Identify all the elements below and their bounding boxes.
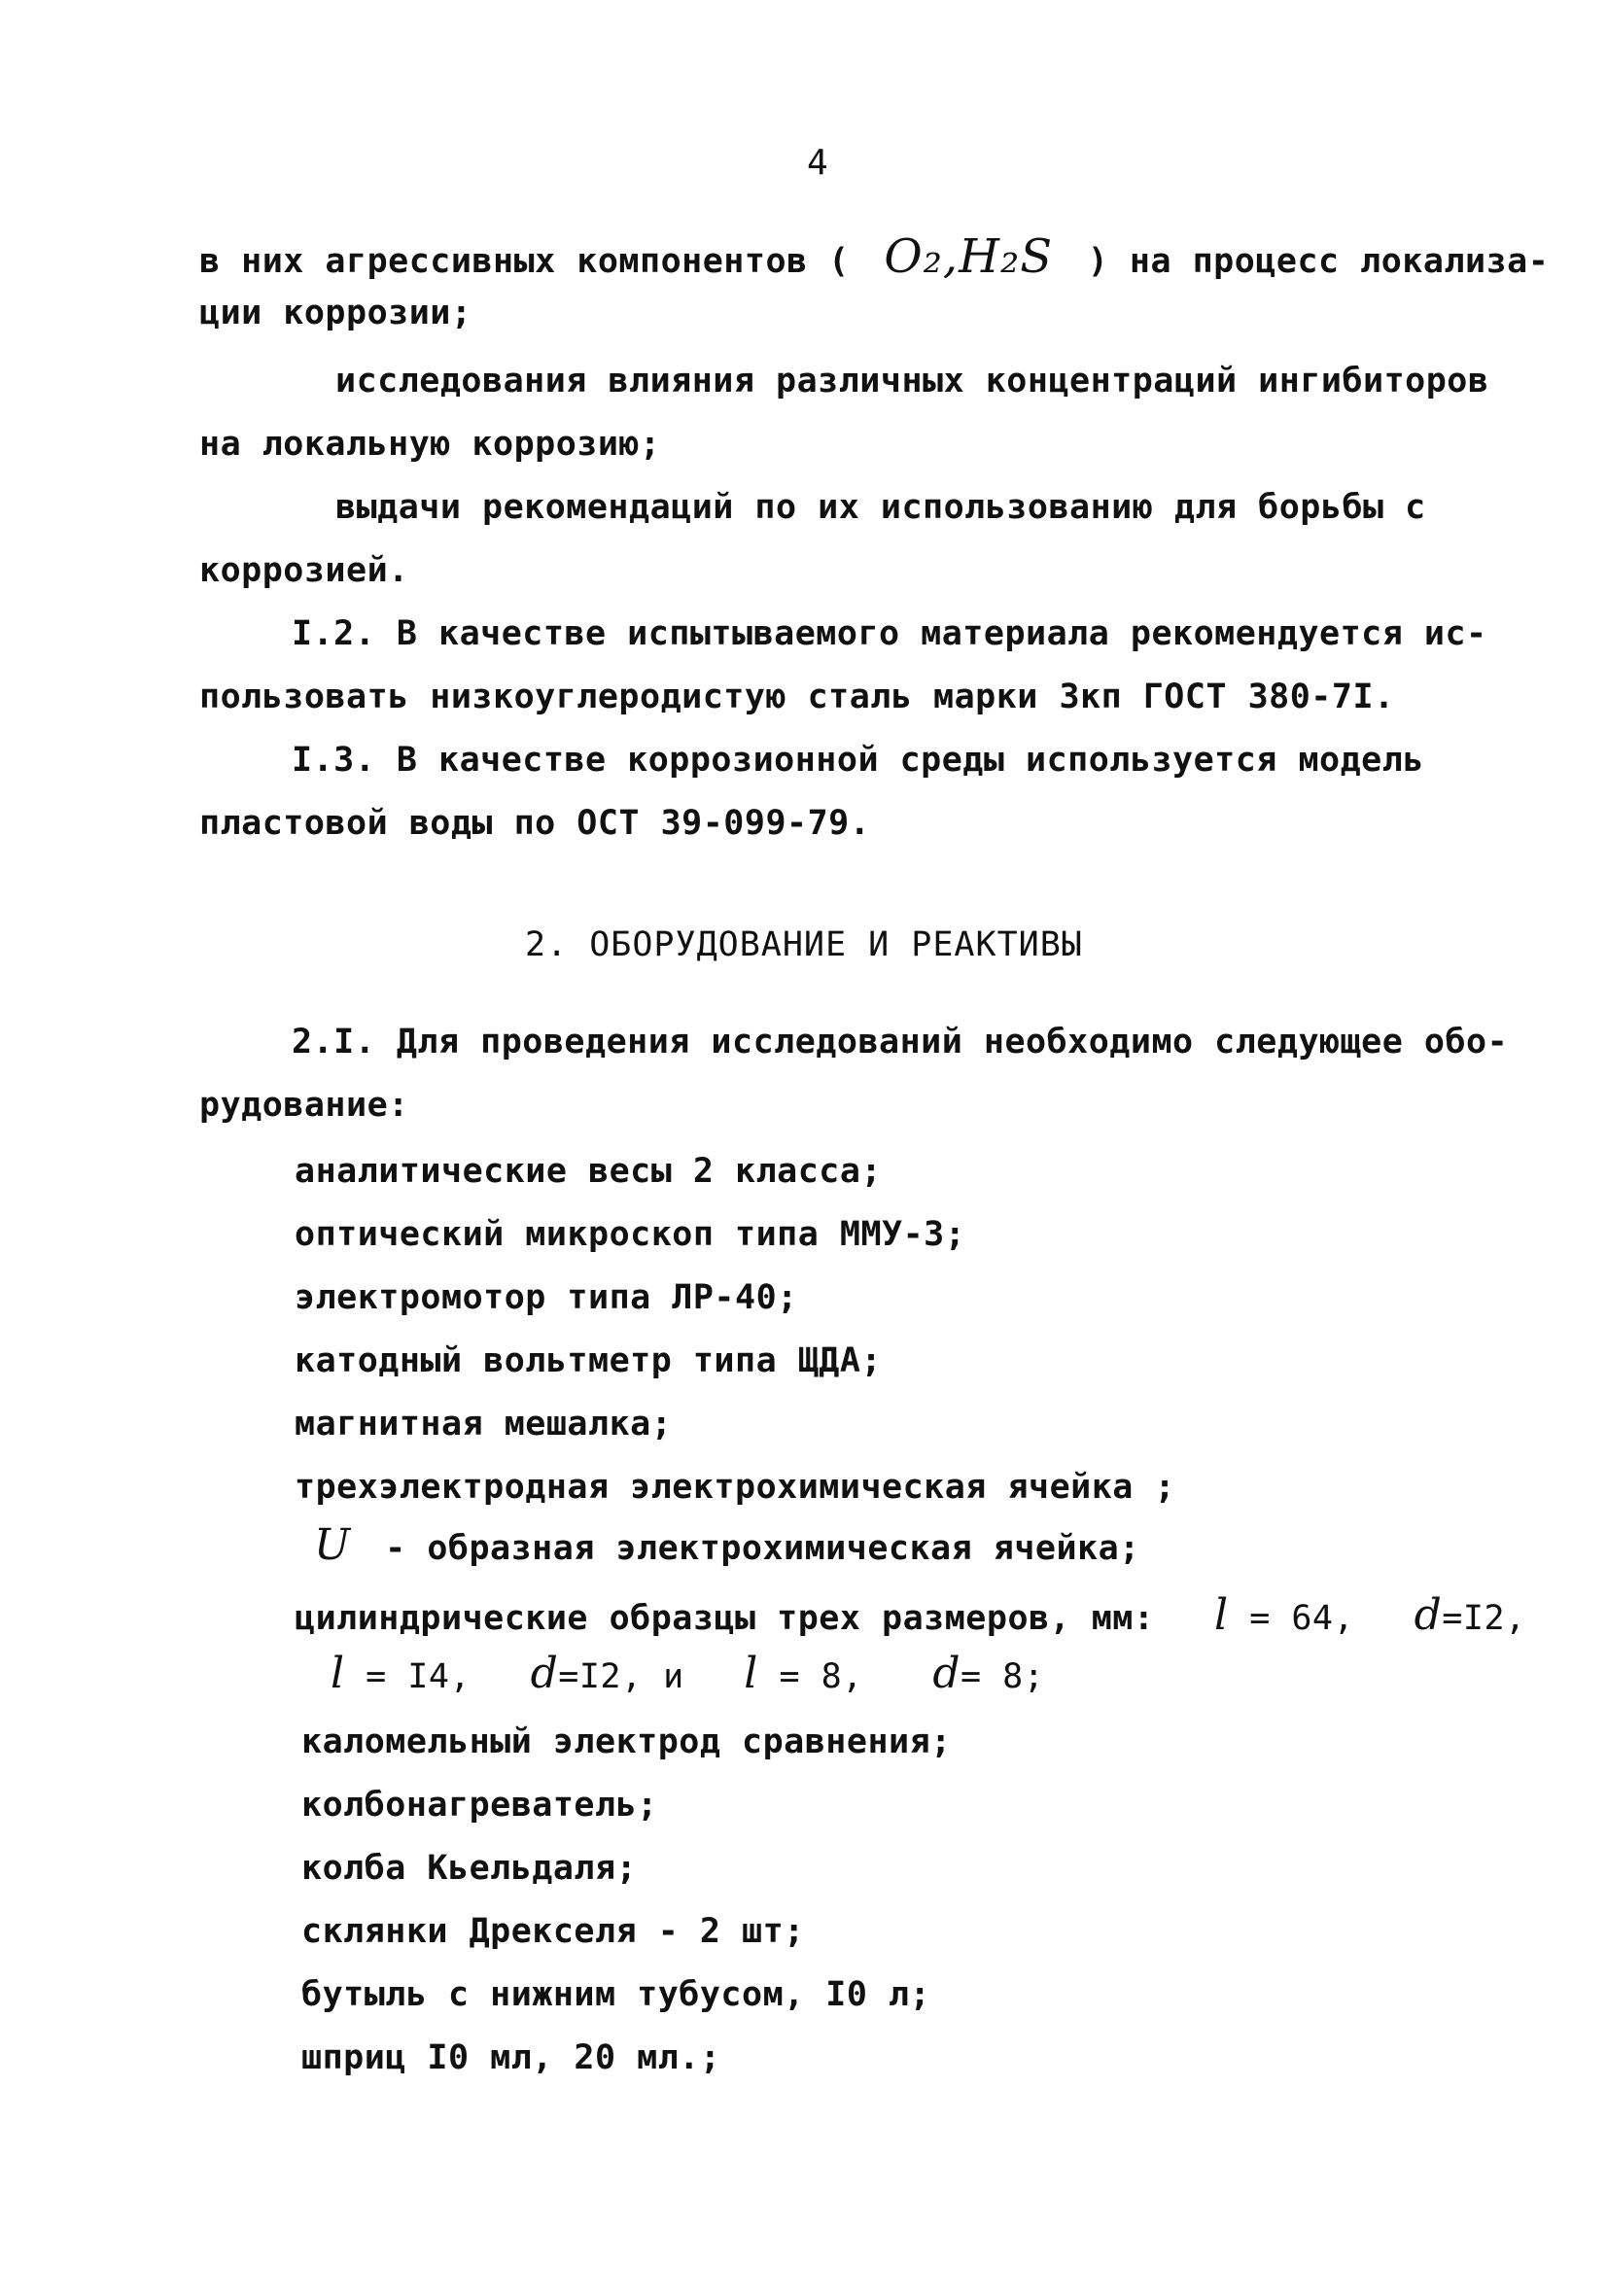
diameter-symbol: d xyxy=(1414,1590,1443,1640)
equipment-item: оптический микроскоп типа ММУ-3; xyxy=(295,1215,966,1254)
equipment-item: электромотор типа ЛР-40; xyxy=(295,1278,798,1317)
paragraph-line: I.2. В качестве испытываемого материала рекомендуется ис- xyxy=(292,614,1487,653)
paragraph-line: коррозией. xyxy=(199,551,409,590)
paragraph-line: пластовой воды по ОСТ 39-099-79. xyxy=(199,804,871,843)
diameter-value: =I2, и xyxy=(558,1657,684,1696)
formula-separator: , xyxy=(942,229,960,284)
equipment-item: каломельный электрод сравнения; xyxy=(301,1722,952,1761)
length-symbol: l xyxy=(331,1649,345,1698)
text-fragment: ) на процесс локализа- xyxy=(1087,242,1550,281)
equipment-item xyxy=(295,1590,1526,1640)
paragraph-line: пользовать низкоуглеродистую сталь марки 3кп ГОСТ 380-7I. xyxy=(199,678,1395,716)
diameter-symbol: d xyxy=(530,1649,559,1698)
equipment-item xyxy=(331,1649,1045,1698)
equipment-item: колбонагреватель; xyxy=(301,1786,658,1825)
text-fragment: цилиндрические образцы трех размеров, мм: xyxy=(295,1599,1155,1638)
section-heading: 2. ОБОРУДОВАНИЕ И РЕАКТИВЫ xyxy=(525,925,1083,964)
paragraph-line: исследования влияния различных концентраций ингибиторов xyxy=(335,362,1489,400)
length-value: = 64, xyxy=(1249,1599,1355,1638)
paragraph-line: 2.I. Для проведения исследований необходимо следующее обо- xyxy=(292,1023,1509,1061)
equipment-item: бутыль с нижним тубусом, I0 л; xyxy=(301,1975,931,2014)
length-symbol: l xyxy=(744,1649,758,1698)
formula-o2: O₂ xyxy=(884,229,943,284)
equipment-item: колба Кьельдаля; xyxy=(301,1849,638,1888)
equipment-item: трехэлектродная электрохимическая ячейка ; xyxy=(295,1468,1176,1507)
paragraph-line: на локальную коррозию; xyxy=(199,425,661,464)
equipment-item: склянки Дрекселя - 2 шт; xyxy=(301,1912,805,1951)
paragraph-line: рудование: xyxy=(199,1086,409,1125)
text-fragment: в них агрессивных компонентов ( xyxy=(199,242,850,281)
equipment-item: шприц I0 мл, 20 мл.; xyxy=(301,2038,721,2077)
u-symbol: U xyxy=(314,1520,351,1570)
formula-h2s: H₂S xyxy=(959,229,1054,284)
diameter-symbol: d xyxy=(932,1649,961,1698)
equipment-item xyxy=(314,1520,1140,1570)
diameter-value: = 8; xyxy=(960,1657,1045,1696)
length-value: = I4, xyxy=(366,1657,472,1696)
page-number: 4 xyxy=(807,143,828,183)
paragraph-line: выдачи рекомендаций по их использованию для борьбы с xyxy=(335,488,1426,527)
length-value: = 8, xyxy=(779,1657,863,1696)
paragraph-line: ции коррозии; xyxy=(199,294,472,332)
paragraph-line xyxy=(199,229,1550,284)
diameter-value: =I2, xyxy=(1442,1599,1526,1638)
paragraph-line: I.3. В качестве коррозионной среды используется модель xyxy=(292,741,1424,780)
equipment-item: магнитная мешалка; xyxy=(295,1405,673,1444)
equipment-item: катодный вольтметр типа ЩДА; xyxy=(295,1341,883,1380)
equipment-item: аналитические весы 2 класса; xyxy=(295,1152,883,1191)
length-symbol: l xyxy=(1214,1590,1229,1640)
text-fragment: - образная электрохимическая ячейка; xyxy=(385,1529,1140,1568)
